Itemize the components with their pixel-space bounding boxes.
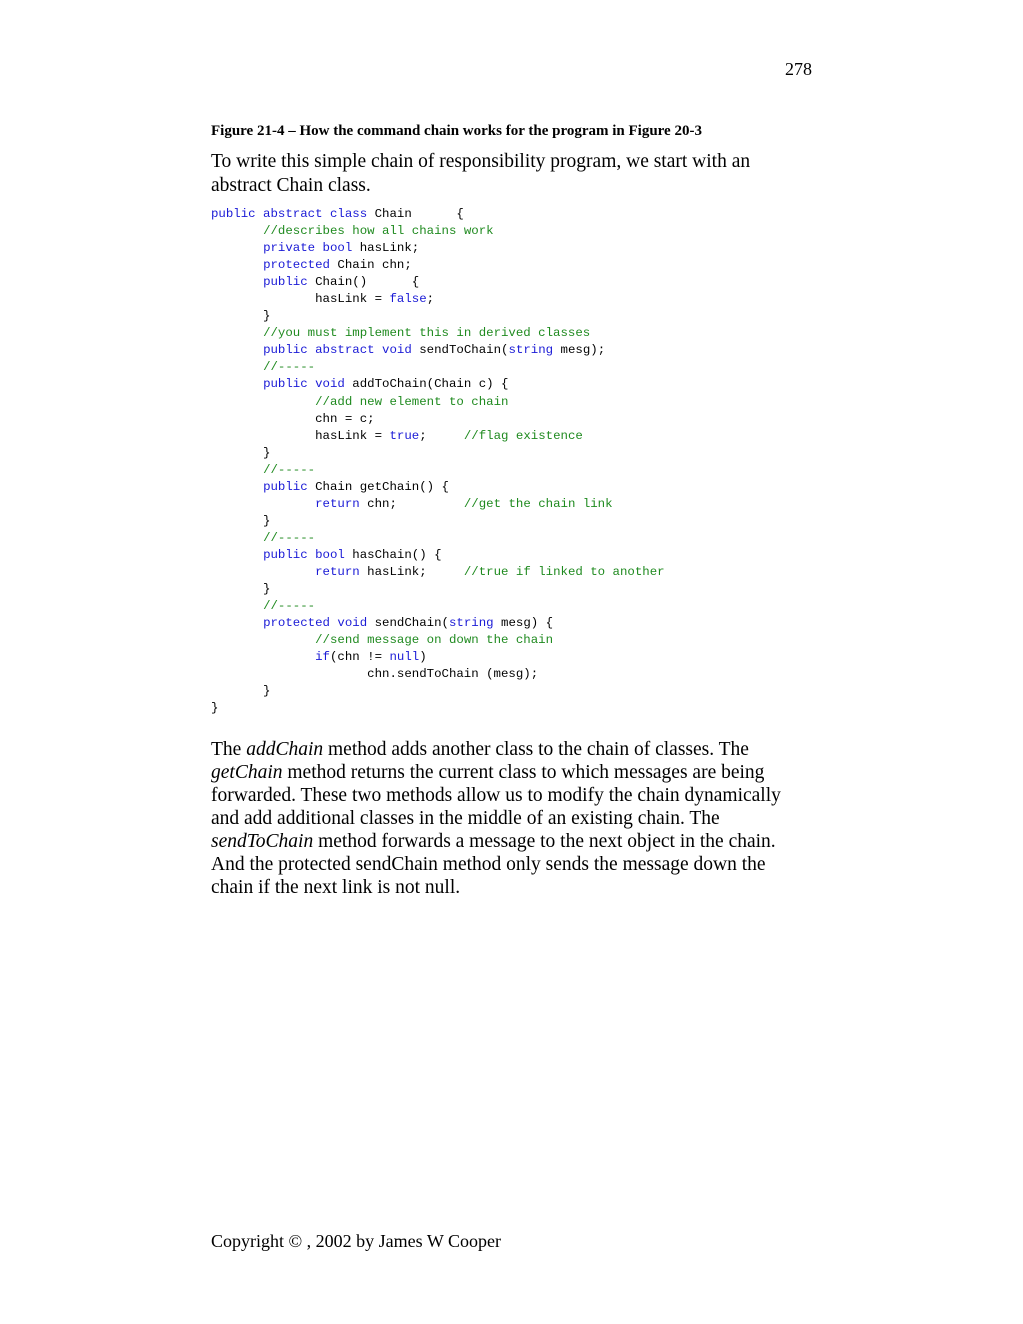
code-line [211,615,811,632]
code-text [211,241,263,255]
code-text [211,360,263,374]
code-text: (chn != [329,650,390,665]
code-comment: //get the chain link [463,496,613,511]
code-listing [211,206,811,717]
page-number: 278 [785,59,812,79]
code-keyword: public abstract class [211,207,368,221]
code-text: hasLink = [211,292,390,307]
code-line [211,496,811,513]
code-line [211,428,811,445]
text-run: method adds another class to the chain of classes. The [323,739,749,760]
code-text: mesg); [553,343,606,358]
code-text: ) [419,650,427,665]
code-text: ; [426,292,435,307]
code-line [211,700,811,717]
code-text: Chain chn; [329,258,412,273]
code-line [211,547,811,564]
body-line [211,761,811,784]
code-comment: //send message on down the chain [315,633,554,648]
code-text: Chain { [367,207,464,221]
code-text: sendToChain( [411,343,509,358]
code-line [211,240,811,257]
body-paragraph [211,738,811,899]
code-line [211,308,811,325]
body-line [211,738,811,761]
code-text: } [211,513,271,528]
code-keyword: string [448,616,494,631]
code-text [211,616,263,630]
code-text: Chain getChain() { [307,479,449,494]
code-text: hasLink = [211,428,390,443]
code-line [211,359,811,376]
method-name-getchain: getChain [211,762,283,783]
code-line [211,342,811,359]
code-line [211,206,811,223]
code-comment: //----- [263,530,316,545]
code-line [211,325,811,342]
code-line [211,223,811,240]
text-run: method returns the current class to which messages are being [282,762,765,783]
code-text: } [211,684,271,699]
code-line [211,274,811,291]
code-text [211,548,263,562]
code-comment: //true if linked to another [463,564,665,579]
code-keyword: return [315,496,360,511]
code-line [211,376,811,393]
copyright-footer: Copyright © , 2002 by James W Cooper [211,1231,501,1251]
code-comment: //----- [263,599,316,614]
code-text [211,224,263,238]
code-text: sendChain( [367,616,449,631]
code-text [211,463,263,477]
code-keyword: public bool [263,547,345,562]
code-text [211,565,315,579]
text-run: method forwards a message to the next object in the chain. [313,831,776,852]
code-comment: //you must implement this in derived classes [263,326,591,341]
code-text: Chain() { [307,275,420,290]
code-text [211,275,263,289]
code-keyword: null [389,650,420,665]
code-line [211,257,811,274]
code-comment: //flag existence [463,428,583,443]
code-text: chn; [359,496,464,511]
code-keyword: string [508,343,554,358]
figure-caption: Figure 21-4 – How the command chain works for the program in Figure 20-3 [211,123,702,139]
code-line [211,445,811,462]
code-line [211,564,811,581]
code-line [211,394,811,411]
code-keyword: public abstract void [263,343,412,358]
code-line [211,666,811,683]
code-keyword: if [315,650,330,665]
body-line: and add additional classes in the middle of an existing chain. The [211,808,720,829]
code-line [211,462,811,479]
body-line: chain if the next link is not null. [211,877,461,898]
code-line [211,598,811,615]
code-keyword: private bool [263,241,353,256]
code-text: ; [419,428,464,443]
code-text: hasLink; [352,241,420,256]
code-text: addToChain(Chain c) { [344,377,509,392]
code-text: chn = c; [211,411,375,426]
code-text: hasLink; [359,564,464,579]
code-text: } [211,445,271,460]
code-line [211,479,811,496]
code-comment: //add new element to chain [315,394,509,409]
code-line [211,632,811,649]
code-text [211,650,315,664]
code-comment: //----- [263,462,316,477]
intro-line: To write this simple chain of responsibility program, we start with an [211,151,751,172]
code-text: hasChain() { [344,547,442,562]
method-name-addchain: addChain [246,739,324,760]
code-text: chn.sendToChain (mesg); [211,667,539,682]
code-text [211,395,315,409]
code-text [211,633,315,647]
body-line: And the protected sendChain method only sends the message down the [211,854,766,875]
code-keyword: public [263,275,308,290]
code-line [211,649,811,666]
code-text [211,326,263,340]
code-text [211,343,263,357]
code-comment: //----- [263,360,316,375]
code-text: } [211,309,271,324]
code-text [211,480,263,494]
code-keyword: return [315,564,360,579]
text-run: The [211,739,247,760]
code-text [211,377,263,391]
body-line [211,830,811,853]
code-text [211,599,263,613]
code-line [211,530,811,547]
intro-line: abstract Chain class. [211,174,371,196]
code-keyword: public [263,479,308,494]
code-text [211,497,315,511]
code-line [211,513,811,530]
code-text: mesg) { [493,616,554,631]
code-keyword: false [389,292,427,307]
code-comment: //describes how all chains work [263,224,494,239]
code-text [211,258,263,272]
code-keyword: protected [263,258,330,273]
method-name-sendtochain: sendToChain [211,831,314,852]
intro-paragraph [211,150,811,197]
code-line [211,581,811,598]
code-line [211,411,811,428]
code-line [211,683,811,700]
code-keyword: protected void [263,616,368,631]
code-text: } [211,701,219,716]
code-keyword: public void [263,377,345,392]
body-line: forwarded. These two methods allow us to modify the chain dynamically [211,785,781,806]
code-line [211,291,811,308]
code-text [211,531,263,545]
code-text: } [211,582,271,597]
code-keyword: true [389,428,420,443]
